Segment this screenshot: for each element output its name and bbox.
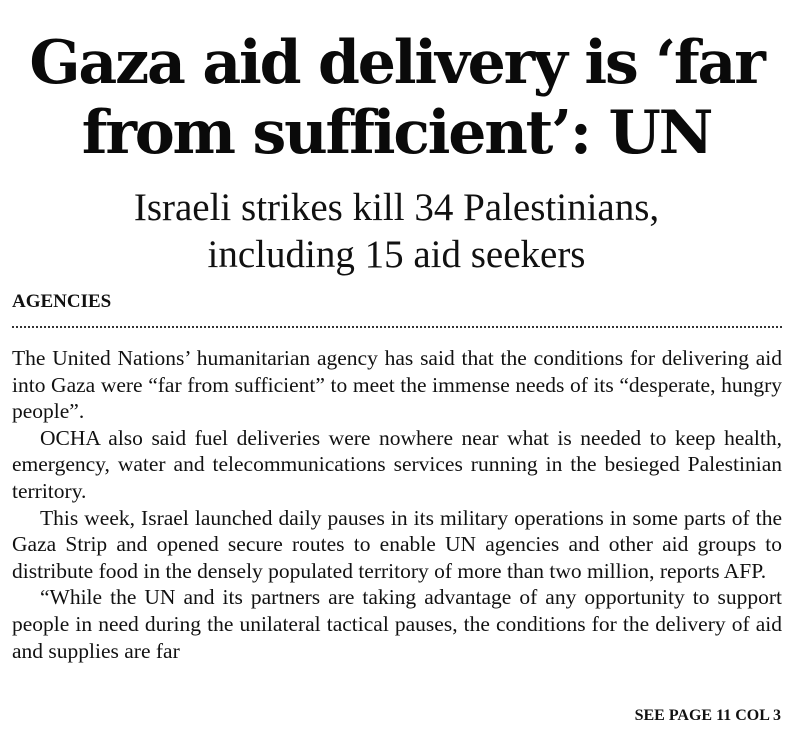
body-paragraph-1: The United Nations’ humanitarian agency has said that the conditions for delivering aid into Gaza were “far from sufficient” to meet the immense needs of its “desperate, hungry people”. (12, 346, 782, 424)
headline (0, 28, 793, 168)
headline-line-2: from sufficient’: UN (81, 98, 712, 168)
continuation-jump-line: SEE PAGE 11 COL 3 (634, 707, 781, 724)
subheadline-line-1: Israeli strikes kill 34 Palestinians, (133, 186, 660, 229)
body-paragraph-4: “While the UN and its partners are taking advantage of any opportunity to support people in need during the unilateral tactical pauses, the conditions for the delivery of aid and supplies are far (12, 585, 782, 663)
byline: AGENCIES (12, 291, 112, 312)
body-paragraph-2: OCHA also said fuel deliveries were nowhere near what is needed to keep health, emergency, water and telecommunications services running in the besieged Palestinian territory. (12, 425, 782, 503)
body-paragraph-3: This week, Israel launched daily pauses in its military operations in some parts of the Gaza Strip and opened secure routes to enable UN agencies and other aid groups to distribute food in the densely populated territory of more than two million, reports AFP. (12, 505, 782, 583)
subheadline-line-2: including 15 aid seekers (207, 233, 586, 276)
headline-line-1: Gaza aid delivery is ‘far (29, 28, 764, 98)
article-body (12, 345, 782, 664)
dotted-divider (12, 326, 782, 328)
subheadline (0, 184, 793, 278)
